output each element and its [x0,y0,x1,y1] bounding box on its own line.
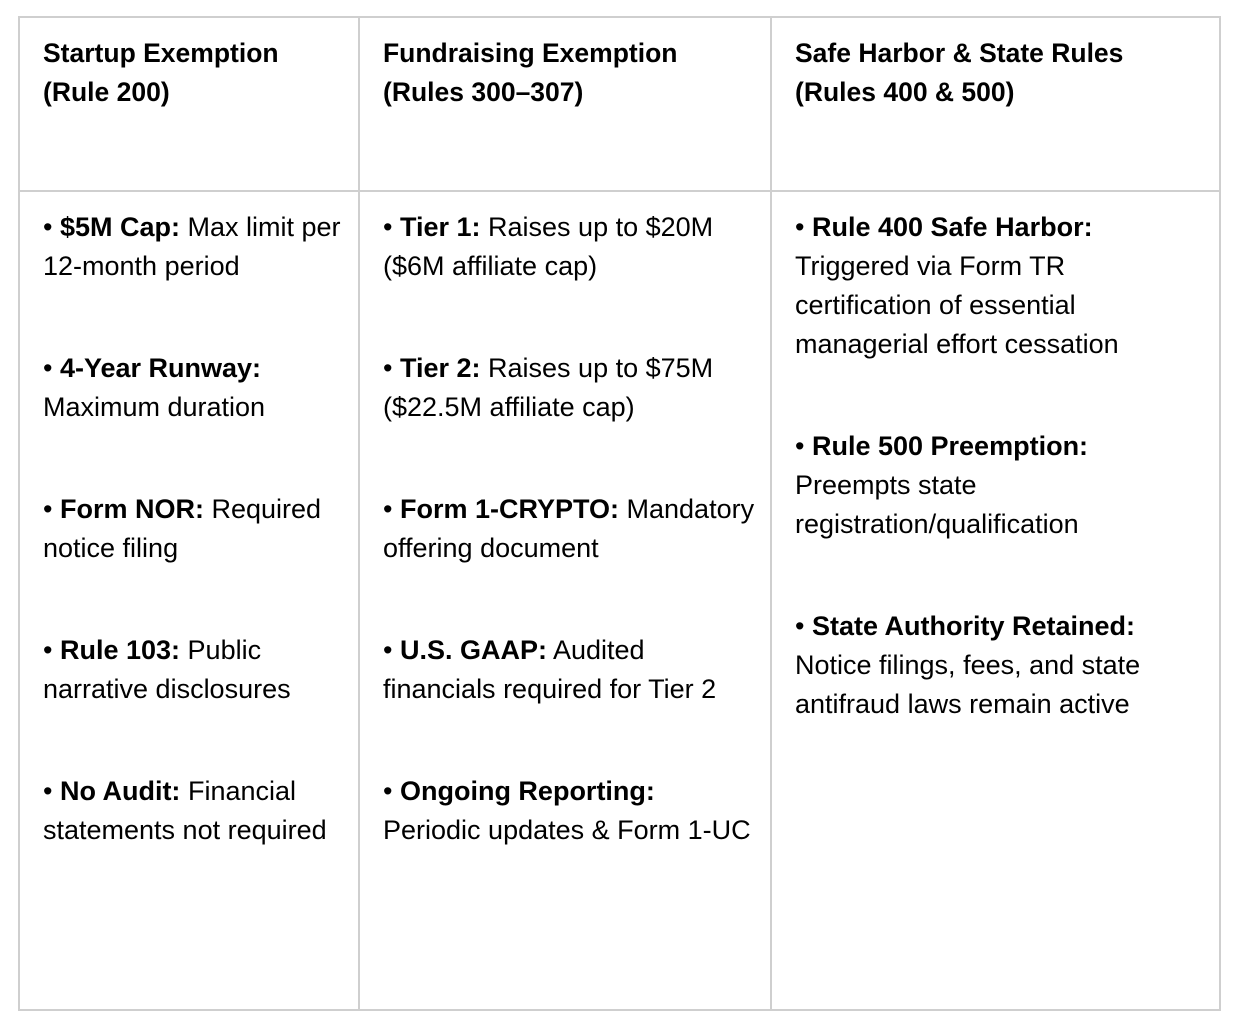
item-description: Raises up to $75M ($22.5M affiliate cap) [383,353,714,422]
item-description: Mandatory offering document [383,494,755,563]
header-title: Safe Harbor & State Rules [795,38,1124,68]
list-item: • 4-Year Runway: Maximum duration [43,353,266,422]
item-description: Audited financials required for Tier 2 [383,635,717,704]
item-term: Rule 400 Safe Harbor: [811,212,1093,242]
item-description: Notice filings, fees, and state antifraud laws remain active [795,650,1141,719]
item-term: State Authority Retained: [811,611,1135,641]
exemption-comparison-table [18,16,1221,1011]
header-subtitle: (Rules 300–307) [383,77,584,107]
list-item: • No Audit: Financial statements not required [43,776,327,845]
list-item: • Rule 500 Preemption: Preempts state registration/qualification [795,431,1089,539]
item-description: Financial statements not required [43,776,327,845]
item-term: U.S. GAAP: [399,635,547,665]
item-term: Rule 103: [59,635,181,665]
list-item: • Ongoing Reporting: Periodic updates & Form 1-UC [383,776,751,845]
header-title: Fundraising Exemption [383,38,678,68]
list-item: • Tier 1: Raises up to $20M ($6M affiliate cap) [383,212,714,281]
list-item: • Rule 400 Safe Harbor: Triggered via Form TR certification of essential managerial effort cessation [795,212,1119,359]
item-description: Max limit per 12-month period [43,212,341,281]
item-term: $5M Cap: [59,212,180,242]
list-item: • Form 1-CRYPTO: Mandatory offering document [383,494,755,563]
column-body-startup-exemption [20,192,360,1009]
column-body-fundraising-exemption [360,192,772,1009]
header-subtitle: (Rule 200) [43,77,170,107]
list-item: • $5M Cap: Max limit per 12-month period [43,212,341,281]
list-item: • Form NOR: Required notice filing [43,494,322,563]
item-description: Public narrative disclosures [43,635,291,704]
column-header-startup-exemption [20,18,360,192]
header-subtitle: (Rules 400 & 500) [795,77,1015,107]
list-item: • U.S. GAAP: Audited financials required for Tier 2 [383,635,717,704]
list-item: • Rule 103: Public narrative disclosures [43,635,291,704]
item-description: Required notice filing [43,494,322,563]
item-description: Preempts state registration/qualification [795,470,1079,539]
column-body-safe-harbor-state-rules [772,192,1219,1009]
item-term: Form 1-CRYPTO: [399,494,619,524]
item-term: Tier 1: [399,212,481,242]
item-term: Tier 2: [399,353,481,383]
item-term: No Audit: [59,776,181,806]
header-title: Startup Exemption [43,38,279,68]
item-description: Maximum duration [43,392,266,422]
item-term: Rule 500 Preemption: [811,431,1089,461]
list-item: • State Authority Retained: Notice filings, fees, and state antifraud laws remain active [795,611,1141,719]
item-description: Raises up to $20M ($6M affiliate cap) [383,212,714,281]
item-term: 4-Year Runway: [59,353,262,383]
column-header-safe-harbor-state-rules [772,18,1219,192]
item-description: Periodic updates & Form 1-UC [383,815,751,845]
item-term: Form NOR: [59,494,204,524]
item-term: Ongoing Reporting: [399,776,655,806]
column-header-fundraising-exemption [360,18,772,192]
item-description: Triggered via Form TR certification of essential managerial effort cessation [795,251,1119,359]
list-item: • Tier 2: Raises up to $75M ($22.5M affiliate cap) [383,353,714,422]
